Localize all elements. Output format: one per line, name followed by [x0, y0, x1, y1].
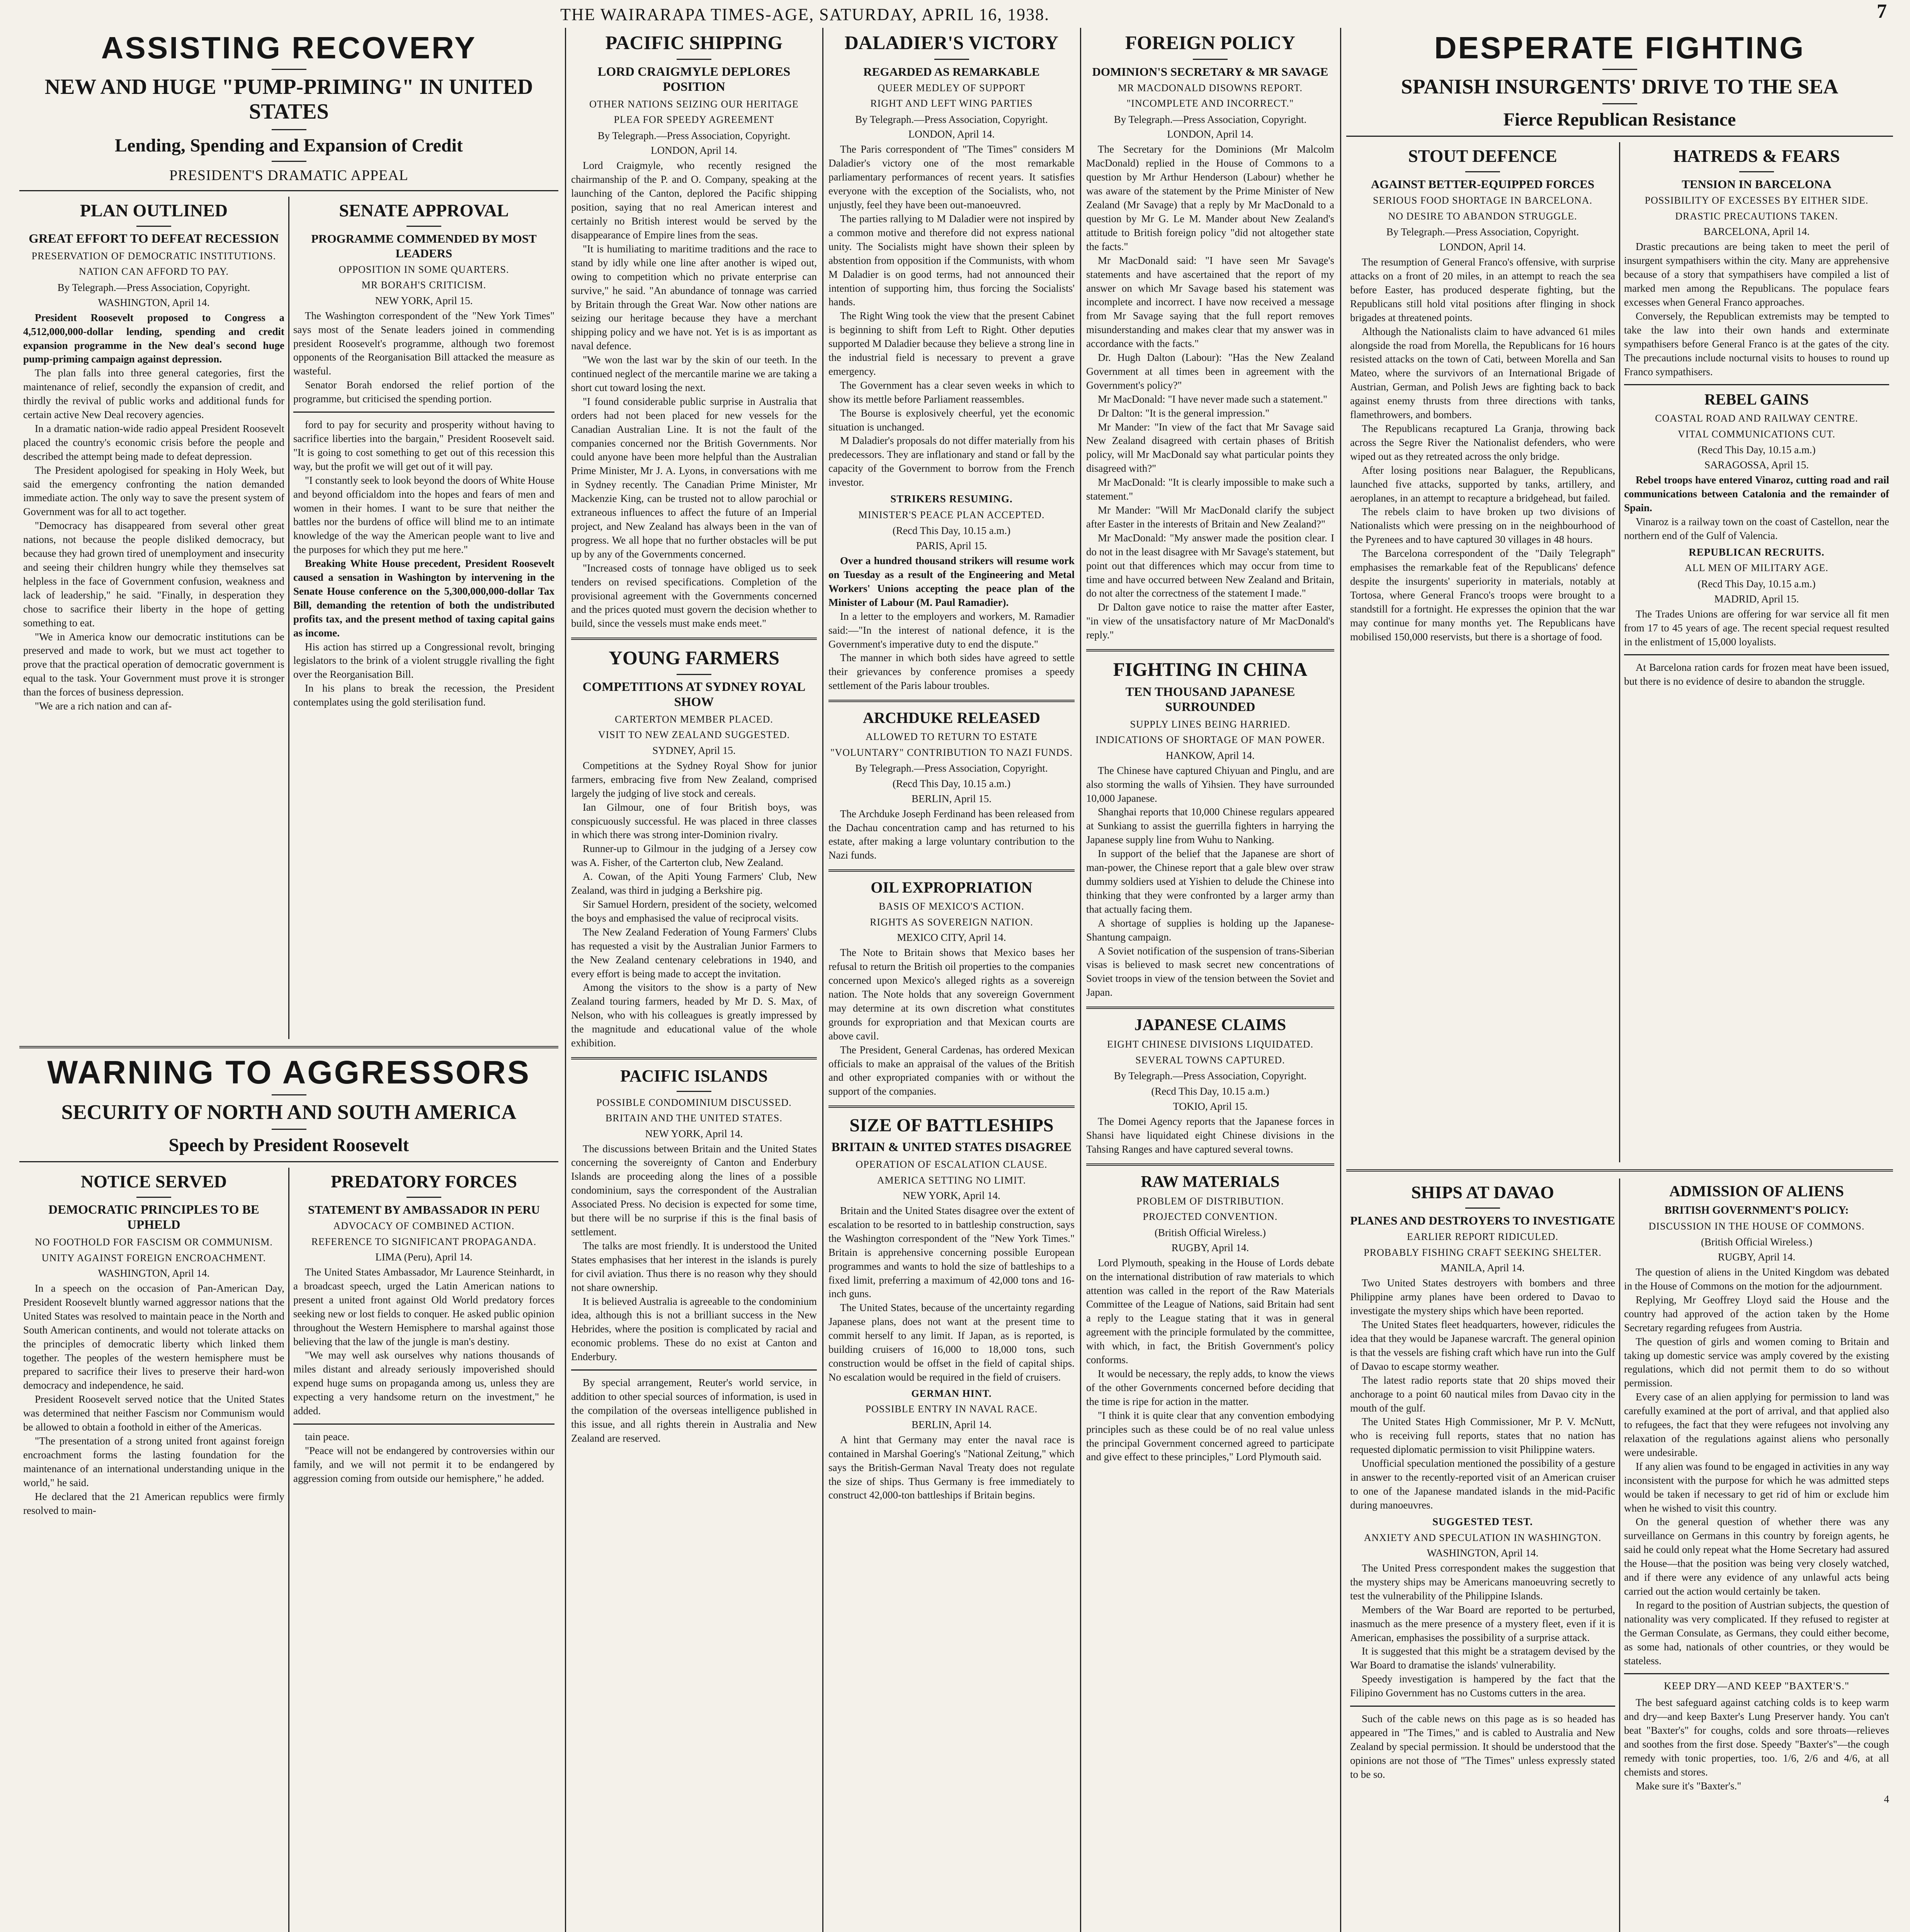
- article-raw-materials: [1086, 1173, 1334, 1464]
- source-note: (British Official Wireless.): [1701, 1236, 1813, 1248]
- paragraph: Mr Mander: "Will Mr MacDonald clarify the subject after Easter in the interests of Britain and New Zealand?": [1086, 504, 1334, 530]
- article-assisting-recovery: [19, 32, 558, 1039]
- byline: By Telegraph.—Press Association, Copyright.: [855, 762, 1048, 774]
- paragraph: Mr MacDonald: "I have never made such a statement.": [1098, 393, 1328, 405]
- subheading: INDICATIONS OF SHORTAGE OF MAN POWER.: [1095, 734, 1325, 746]
- article-heading: PACIFIC SHIPPING: [605, 32, 783, 53]
- subheading: AGAINST BETTER-EQUIPPED FORCES: [1371, 177, 1595, 191]
- subheading: STATEMENT BY AMBASSADOR IN PERU: [308, 1202, 540, 1216]
- paragraph: Dr Dalton: "It is the general impression.": [1098, 407, 1270, 419]
- headline: NEW AND HUGE "PUMP-PRIMING" IN UNITED STATES: [44, 75, 533, 124]
- paragraph: Sir Samuel Hordern, president of the society, welcomed the boys and emphasised the value of reciprocal visits.: [571, 898, 817, 924]
- paragraph: The Right Wing took the view that the present Cabinet is beginning to shift from Left to Right. Other deputies supported M Daladier because they believe a strong line in the industrial field is necessary to prevent a grave emergency.: [828, 310, 1075, 377]
- paragraph: The talks are most friendly. It is understood the United States emphasises that her interest in the islands is purely for civil aviation. Thus there is no reason why they should not share ownership.: [571, 1240, 817, 1293]
- paragraph: The President, General Cardenas, has ordered Mexican officials to make an appraisal of the values of the British and other expropriated companies with or without the support of the companies.: [828, 1044, 1075, 1097]
- paragraph: Replying, Mr Geoffrey Lloyd said the House and the country had approved of the action taken by the Home Secretary regarding refugees from Austria.: [1624, 1294, 1889, 1333]
- subheading: OPPOSITION IN SOME QUARTERS.: [338, 264, 509, 275]
- article-japanese-claims: [1086, 1016, 1334, 1156]
- subheading: ANXIETY AND SPECULATION IN WASHINGTON.: [1364, 1532, 1602, 1543]
- subheading: BRITAIN & UNITED STATES DISAGREE: [831, 1140, 1072, 1155]
- banner-headline: WARNING TO AGGRESSORS: [47, 1054, 531, 1091]
- paragraph: A Soviet notification of the suspension of trans-Siberian visas is believed to mask secret new concentrations of Soviet troops in view of the tension between the Soviet and Japan.: [1086, 945, 1334, 998]
- byline: By Telegraph.—Press Association, Copyright.: [1386, 226, 1579, 238]
- byline: By Telegraph.—Press Association, Copyright.: [1114, 113, 1307, 125]
- paragraph: Shanghai reports that 10,000 Chinese regulars appeared at Sunkiang to assist the guerrilla fighters in harrying the Japanese supply line from Wuhu to Nanking.: [1086, 806, 1334, 846]
- column-2: [571, 28, 817, 1932]
- banner-headline: DESPERATE FIGHTING: [1434, 31, 1805, 65]
- article-heading: PLAN OUTLINED: [80, 201, 228, 221]
- subheading: SERIOUS FOOD SHORTAGE IN BARCELONA.: [1373, 195, 1592, 206]
- subheading: PRESERVATION OF DEMOCRATIC INSTITUTIONS.: [31, 250, 276, 262]
- article-heading: OIL EXPROPRIATION: [871, 879, 1032, 896]
- paragraph: Lord Plymouth, speaking in the House of Lords debate on the international distribution of raw materials to which attention was called in the report of the Raw Materials Committee of the League of Nations, said Britain had sent a reply to the League stating that it was in general agreement with the principle formulated by the committee, with which, in fact, the British Government's policy conforms.: [1086, 1257, 1334, 1366]
- subheading: SEVERAL TOWNS CAPTURED.: [1135, 1054, 1285, 1066]
- advertisement-baxters: [1624, 1680, 1889, 1805]
- paragraph: The United States, because of the uncertainty regarding Japanese plans, does not want at the present time to commit herself to any limit. If Japan, as is reported, is building cruisers of 16,000 to 18,000 tons, such construction would be offset in the field of capital ships. No escalation would be required in the field of cruisers.: [828, 1302, 1075, 1383]
- paragraph: "I think it is quite clear that any convention embodying principles such as these could be of no real value unless the principal Government concerned agreed to participate and give effect to these principles," Lord Plymouth said.: [1086, 1409, 1334, 1463]
- article-foreign-policy: [1086, 32, 1334, 642]
- column-rule: [1340, 28, 1341, 1932]
- subheading: COASTAL ROAD AND RAILWAY CENTRE.: [1655, 413, 1858, 424]
- paragraph: After losing positions near Balaguer, the Republicans, launched five attacks, supported by tanks, artillery, and aeroplanes, in an attempt to recapture a bridgehead, but failed.: [1350, 464, 1615, 504]
- subheading: PLANES AND DESTROYERS TO INVESTIGATE: [1350, 1214, 1615, 1228]
- paragraph: Ian Gilmour, one of four British boys, was conspicuously successful. He was placed in three classes in which there was strong inter-Dominion rivalry.: [571, 801, 817, 841]
- dateline: BERLIN, April 15.: [912, 793, 992, 804]
- subheading: TENSION IN BARCELONA: [1682, 177, 1832, 191]
- paragraph: Dr. Hugh Dalton (Labour): "Has the New Zealand Government at all times been in agreement with the Government's policy?": [1086, 352, 1334, 391]
- article-oil-expropriation: [828, 879, 1075, 1099]
- article-heading: SHIPS AT DAVAO: [1411, 1182, 1554, 1202]
- paragraph: In a speech on the occasion of Pan-American Day, President Roosevelt bluntly warned aggressor nations that the United States was resolved to maintain peace in the North and South American continents, and would not tolerate attacks on the principles of democratic liberty which linked them together. The peoples of the western hemisphere must be prepared to sacrifice their lives to preserve their hard-won democracy and independence, he said.: [23, 1282, 284, 1391]
- ad-heading: KEEP DRY—AND KEEP "BAXTER'S.": [1664, 1680, 1849, 1692]
- paragraph: Competitions at the Sydney Royal Show for junior farmers, embracing five from New Zealand, comprised largely the judging of live stock and cereals.: [571, 759, 817, 799]
- subheading: QUEER MEDLEY OF SUPPORT: [878, 82, 1026, 94]
- subheading: DEMOCRATIC PRINCIPLES TO BE UPHELD: [48, 1202, 259, 1232]
- subheading: LORD CRAIGMYLE DEPLORES POSITION: [597, 65, 791, 94]
- paragraph: The Chinese have captured Chiyuan and Pinglu, and are also storming the walls of Yihsien. They have surrounded 10,000 Japanese.: [1086, 764, 1334, 804]
- paragraph: At Barcelona ration cards for frozen meat have been issued, but there is no evidence of desire to abandon the struggle.: [1624, 662, 1889, 687]
- paragraph: He declared that the 21 American republics were firmly resolved to main-: [23, 1490, 284, 1516]
- headline: SPANISH INSURGENTS' DRIVE TO THE SEA: [1401, 75, 1839, 98]
- article-archduke-released: [828, 709, 1075, 862]
- subheading: NO DESIRE TO ABANDON STRUGGLE.: [1388, 210, 1577, 222]
- subheading: PLEA FOR SPEEDY AGREEMENT: [614, 114, 774, 126]
- article-ships-at-davao: [1346, 1179, 1619, 1932]
- paragraph: Mr MacDonald: "It is clearly impossible to make such a statement.": [1086, 476, 1334, 502]
- paragraph: "We may well ask ourselves why nations thousands of miles distant and already seriously impoverished should expend huge sums on propaganda among us, unless they are expecting a very handsome return on the investment," he added.: [293, 1349, 554, 1417]
- article-desperate-fighting: [1346, 32, 1893, 1932]
- paragraph: "We in America know our democratic institutions can be preserved and made to work, but we must act together to prove that the practical operation of democratic government is equal to the task. Your Government must prove it is stronger than the forces of business depression.: [23, 631, 284, 698]
- dateline: PARIS, April 15.: [916, 540, 987, 552]
- article-stout-defence: [1346, 142, 1619, 1162]
- paragraph: The Secretary for the Dominions (Mr Malcolm MacDonald) replied in the House of Commons to a question by Mr Arthur Henderson (Labour) whether he was aware of the statement by the Prime Minister of New Zealand (Mr Savage) that a reply by Mr MacDonald to a question by Mr G. Le M. Mander about New Zealand's attitude to British foreign policy "did not altogether state the facts.": [1086, 143, 1334, 252]
- paragraph: The Note to Britain shows that Mexico bases her refusal to return the British oil properties to the companies concerned upon Mexico's alleged rights as a sovereign nation. The Note holds that any sovereign Government may determine at its own discretion what constitutes grounds for expropriation and that Mexican courts are above cavil.: [828, 947, 1075, 1042]
- article-senate-approval: [288, 197, 558, 1039]
- subheading: POSSIBILITY OF EXCESSES BY EITHER SIDE.: [1645, 195, 1869, 206]
- column-5: [1346, 28, 1893, 1932]
- paragraph: The Republicans recaptured La Granja, throwing back across the Segre River the Nationalist defenders, who were wiped out as they retreated across the only bridge.: [1350, 422, 1615, 462]
- paragraph: In regard to the position of Austrian subjects, the question of nationality was very complicated. If they refused to register at the German Consulate, as Germans, they could either become, as some had, nationals of other countries, or they would be stateless.: [1624, 1599, 1889, 1667]
- paragraph: The parties rallying to M Daladier were not inspired by a common motive and therefore did not express national unity. The Socialists might have shown their spleen by abstention from opposition if the Communists, with whom M Daladier is on good terms, had not announced their intention of supporting him, thus forcing the Socialists' hands.: [828, 213, 1075, 308]
- paragraph: "Increased costs of tonnage have obliged us to seek tenders on revised specifications. Completion of the provisional agreement with the Governments concerned and the prices quoted must govern the decision whether to build, since the vessels must make ends meet.": [571, 562, 817, 629]
- paragraph: President Roosevelt served notice that the United States was determined that neither Fascism nor Communism would be allowed to obtain a foothold in either of the Americas.: [23, 1393, 284, 1433]
- paragraph: A hint that Germany may enter the naval race is contained in Marshal Goering's "National Zeitung," which says the British-German Naval Treaty does not regulate the size of ships. Thus Germany is free immediately to construct 42,000-ton battleships if Britain begins.: [828, 1434, 1075, 1501]
- dateline: LONDON, April 14.: [908, 128, 995, 140]
- subheading: SUPPLY LINES BEING HARRIED.: [1130, 718, 1291, 730]
- dateline: MEXICO CITY, April 14.: [897, 932, 1006, 944]
- paragraph: M Daladier's proposals do not differ materially from his predecessors. They are inflationary and stand or fall by the capacity of the Government to borrow from the French investor.: [828, 435, 1075, 488]
- paragraph: Over a hundred thousand strikers will resume work on Tuesday as a result of the Engineering and Metal Workers' Unions accepting the peace plan of the Minister of Labour (M. Paul Ramadier).: [828, 555, 1075, 608]
- subheading: PROGRAMME COMMENDED BY MOST LEADERS: [311, 232, 537, 260]
- subheading: CARTERTON MEMBER PLACED.: [615, 713, 773, 725]
- source-note: (British Official Wireless.): [1154, 1226, 1266, 1238]
- received-note: (Recd This Day, 10.15 a.m.): [1697, 444, 1816, 456]
- subheading: REFERENCE TO SIGNIFICANT PROPAGANDA.: [311, 1236, 537, 1247]
- article-heading: SENATE APPROVAL: [339, 201, 509, 221]
- article-pacific-islands: [571, 1066, 817, 1446]
- paragraph: Speedy investigation is hampered by the fact that the Filipino Government has no Customs cutters in the area.: [1350, 1673, 1615, 1699]
- paragraph: "Democracy has disappeared from several other great nations, not because the people disliked democracy, but because they had grown tired of unemployment and insecurity and seeing their children hungry while they themselves sat helpless in the face of Government confusion, weakness and lack of leadership," he said. "Finally, in desperation they chose to sacrifice their liberty in the hope of getting something to eat.: [23, 520, 284, 629]
- article-heading: YOUNG FARMERS: [608, 647, 780, 669]
- column-4: [1086, 28, 1334, 1932]
- deck: Speech by President Roosevelt: [168, 1134, 409, 1155]
- paragraph: It is believed Australia is agreeable to the condominium idea, although this is not a brilliant success in the New Hebrides, where the position is complicated by racial and economic problems. These do no exist at Canton and Enderbury.: [571, 1295, 817, 1363]
- subheading: REPUBLICAN RECRUITS.: [1689, 546, 1825, 558]
- paragraph: Dr Dalton gave notice to raise the matter after Easter, "in view of the unsatisfactory nature of Mr MacDonald's reply.": [1086, 601, 1334, 641]
- paragraph: The Paris correspondent of "The Times" considers M Daladier's victory one of the most remarkable parliamentary performances of recent years. It satisfies everyone with the exception of the Socialists, who, not unjustly, feel they have been out-manoeuvred.: [828, 143, 1075, 211]
- dateline: WASHINGTON, April 14.: [98, 1267, 210, 1279]
- paragraph: Rebel troops have entered Vinaroz, cutting road and rail communications between Catalonia and the remainder of Spain.: [1624, 474, 1889, 514]
- subheading: RIGHTS AS SOVEREIGN NATION.: [870, 916, 1033, 928]
- subheading: PROJECTED CONVENTION.: [1143, 1211, 1278, 1223]
- subheading: PROBLEM OF DISTRIBUTION.: [1136, 1195, 1284, 1207]
- subheading: BASIS OF MEXICO'S ACTION.: [879, 901, 1024, 912]
- paragraph: Members of the War Board are reported to be perturbed, inasmuch as the mere presence of a mystery fleet, even if it is American, emphasises the possibility of a surprise attack.: [1350, 1604, 1615, 1643]
- dateline: BERLIN, April 14.: [912, 1418, 992, 1430]
- paragraph: tain peace.: [305, 1430, 350, 1442]
- paragraph: In a dramatic nation-wide radio appeal President Roosevelt placed the country's economic crisis before the people and described the attempt being made to defeat depression.: [23, 422, 284, 462]
- dateline: NEW YORK, April 14.: [645, 1128, 743, 1139]
- subheading: COMPETITIONS AT SYDNEY ROYAL SHOW: [582, 680, 806, 709]
- subheading: NO FOOTHOLD FOR FASCISM OR COMMUNISM.: [35, 1236, 273, 1248]
- column-1: [19, 28, 558, 1932]
- page-number: 7: [1877, 0, 1887, 22]
- paragraph: "We are a rich nation and can af-: [35, 700, 172, 712]
- paragraph: The United States High Commissioner, Mr P. V. McNutt, who is receiving full reports, states that no nation has requested diplomatic permission to visit Philippine waters.: [1350, 1416, 1615, 1456]
- paragraph: The plan falls into three general categories, first the maintenance of relief, secondly the expansion of credit, and thirdly the revival of public works and additional funds for certain active New Deal recovery agencies.: [23, 367, 284, 421]
- paragraph: ford to pay for security and prosperity without having to sacrifice liberties into the bargain," President Roosevelt said. "It is going to cost something to get out of this recession this way, but the profit we will get out of it will pay.: [293, 419, 554, 472]
- dateline: HANKOW, April 14.: [1165, 749, 1255, 761]
- subdeck: PRESIDENT'S DRAMATIC APPEAL: [169, 167, 408, 184]
- paragraph: Breaking White House precedent, President Roosevelt caused a sensation in Washington by intervening in the Senate House conference on the 5,300,000,000-dollar Tax Bill, demanding the retention of both the undistributed profits tax, and the present method of taxing capital gains as income.: [293, 558, 554, 639]
- subheading: GREAT EFFORT TO DEFEAT RECESSION: [29, 232, 279, 246]
- article-heading: FIGHTING IN CHINA: [1113, 658, 1308, 680]
- paragraph: Conversely, the Republican extremists may be tempted to take the law into their own hands and exterminate sympathisers before General Franco is at the gates of the city. The precautions include nocturnal visits to houses to round up Franco sympathisers.: [1624, 310, 1889, 378]
- deck: Lending, Spending and Expansion of Credit: [115, 135, 463, 156]
- paragraph: Drastic precautions are being taken to meet the peril of insurgent sympathisers within the city. Many are apprehensive because of a story that sympathisers have compiled a list of marked men among the Republicans. The populace fears excesses when General Franco approaches.: [1624, 241, 1889, 308]
- paragraph: The latest radio reports state that 20 ships moved their anchorage to a point 60 nautical miles from Davao city in the mouth of the gulf.: [1350, 1374, 1615, 1414]
- article-daladiers-victory: [828, 32, 1075, 693]
- article-heading: PACIFIC ISLANDS: [620, 1066, 768, 1085]
- paragraph: "I constantly seek to look beyond the doors of White House and beyond officialdom into the hopes and fears of men and women in their homes. I want to be sure that neither the battles nor the burdens of office will blind me to an intimate knowledge of the way the American people want to live and the purposes for which they put me here.": [293, 474, 554, 556]
- subheading: MR BORAH'S CRITICISM.: [361, 279, 486, 291]
- subheading: VITAL COMMUNICATIONS CUT.: [1678, 428, 1835, 440]
- paragraph: The discussions between Britain and the United States concerning the sovereignty of Canton and Enderbury Islands are proceeding along the lines of a possible condominium, says the correspondent of the Australian Associated Press. No decision is expected for some time, but there will be no surprise if this is the final basis of settlement.: [571, 1143, 817, 1238]
- subheading: BRITAIN AND THE UNITED STATES.: [605, 1112, 782, 1124]
- subheading: DOMINION'S SECRETARY & MR SAVAGE: [1092, 65, 1328, 78]
- subheading: DISCUSSION IN THE HOUSE OF COMMONS.: [1648, 1220, 1865, 1232]
- dateline: SARAGOSSA, April 15.: [1704, 459, 1809, 471]
- dateline: LONDON, April 14.: [1167, 128, 1253, 140]
- paragraph: His action has stirred up a Congressional revolt, bringing legislators to the brink of a violent struggle rivalling the fight over the Reorganisation Bill.: [293, 641, 554, 680]
- paragraph: It would be necessary, the reply adds, to know the views of the other Governments concerned before deciding that the time is ripe for action in the matter.: [1086, 1367, 1334, 1407]
- article-predatory-forces: [288, 1168, 558, 1932]
- paragraph: The Trades Unions are offering for war service all fit men from 17 to 45 years of age. The recent special request resulted in the enlistment of 15,000 loyalists.: [1624, 608, 1889, 648]
- paragraph: Although the Nationalists claim to have advanced 61 miles alongside the road from Morella, the Republicans for 16 hours resisted attacks on the town of Cati, between Morella and San Mateo, where the survivors of an International Brigade of Austrian, German, and Polish Jews are fighting back to back against enemy thrusts from three directions with tanks, flamethrowers, and bombers.: [1350, 325, 1615, 421]
- article-heading: REBEL GAINS: [1704, 391, 1809, 408]
- subheading: VISIT TO NEW ZEALAND SUGGESTED.: [598, 729, 790, 741]
- subheading: DRASTIC PRECAUTIONS TAKEN.: [1675, 210, 1838, 222]
- paragraph: If any alien was found to be engaged in activities in any way inconsistent with the purpose for which he was admitted steps would be taken if necessary to get rid of him or exclude him when he wished to visit this country.: [1624, 1460, 1889, 1514]
- paragraph: A shortage of supplies is holding up the Japanese-Shantung campaign.: [1086, 917, 1334, 943]
- article-heading: STOUT DEFENCE: [1408, 146, 1557, 166]
- article-heading: NOTICE SERVED: [81, 1171, 227, 1191]
- subheading: REGARDED AS REMARKABLE: [863, 65, 1040, 78]
- ad-number: 4: [1884, 1793, 1889, 1805]
- banner-headline: ASSISTING RECOVERY: [101, 31, 477, 65]
- paragraph: President Roosevelt proposed to Congress a 4,512,000,000-dollar lending, spending and credit expansion programme in the New deal's second huge pump-priming campaign against depression.: [23, 311, 284, 365]
- paragraph: It is suggested that this might be a stratagem devised by the War Board to dramatise the islands' vulnerability.: [1350, 1645, 1615, 1671]
- received-note: (Recd This Day, 10.15 a.m.): [1151, 1085, 1269, 1097]
- paragraph: The United Press correspondent makes the suggestion that the mystery ships may be Americans manoeuvring secretly to test the vulnerability of the Philippine Islands.: [1350, 1562, 1615, 1602]
- paragraph: "We won the last war by the skin of our teeth. In the continued neglect of the mercantile marine we are taking a short cut toward losing the next.: [571, 354, 817, 393]
- dateline: NEW YORK, April 15.: [375, 294, 473, 306]
- subheading: ALL MEN OF MILITARY AGE.: [1685, 562, 1828, 574]
- paragraph: The resumption of General Franco's offensive, with surprise attacks on a front of 20 miles, in an attempt to reach the sea before Easter, has produced desperate fighting, but the Republicans still hold vital positions after flinging in shock brigades at threatened points.: [1350, 256, 1615, 323]
- received-note: (Recd This Day, 10.15 a.m.): [892, 525, 1011, 537]
- deck: Fierce Republican Resistance: [1503, 109, 1736, 130]
- article-heading: HATREDS & FEARS: [1673, 146, 1840, 166]
- subheading: OTHER NATIONS SEIZING OUR HERITAGE: [589, 98, 799, 110]
- column-rule: [565, 28, 566, 1932]
- paragraph: The question of aliens in the United Kingdom was debated in the House of Commons on the motion for the adjournment.: [1624, 1266, 1889, 1292]
- subheading: POSSIBLE ENTRY IN NAVAL RACE.: [865, 1403, 1038, 1415]
- paragraph: The Archduke Joseph Ferdinand has been released from the Dachau concentration camp and has returned to his estate, after making a large voluntary contribution to the Nazi funds.: [828, 808, 1075, 861]
- paragraph: Mr MacDonald said: "I have seen Mr Savage's statements and have ascertained that the report of my answer on which Mr Savage based his statement was incomplete and incorrect. I have now received a message from Mr Savage saying that the full report removes misunderstanding and makes clear that my answer was in accordance with the facts.": [1086, 254, 1334, 350]
- column-3: [828, 28, 1075, 1932]
- subheading: NATION CAN AFFORD TO PAY.: [79, 266, 229, 277]
- paragraph: In his plans to break the recession, the President contemplates using the gold sterilisation fund.: [293, 682, 554, 708]
- paragraph: By special arrangement, Reuter's world service, in addition to other special sources of information, is used in the compilation of the overseas intelligence published in this issue, and all rights therein in Australia and New Zealand are reserved.: [571, 1377, 817, 1444]
- paragraph: The New Zealand Federation of Young Farmers' Clubs has requested a visit by the Australian Junior Farmers to the New Zealand centenary celebrations in 1940, and every effort is being made to accept the invitation.: [571, 926, 817, 980]
- article-admission-of-aliens: [1619, 1179, 1893, 1932]
- paragraph: The United States fleet headquarters, however, ridicules the idea that they would be Japanese warcraft. The general opinion is that the vessels are fishing craft which have run into the Gulf of Davao to escape stormy weather.: [1350, 1319, 1615, 1372]
- dateline: RUGBY, April 14.: [1171, 1242, 1249, 1253]
- paragraph: "Peace will not be endangered by controversies within our family, and we will not permit it to be endangered by aggression coming from outside our hemisphere," he added.: [293, 1444, 554, 1484]
- dateline: LONDON, April 14.: [1439, 241, 1526, 253]
- article-heading: RAW MATERIALS: [1141, 1173, 1280, 1191]
- paragraph: Mr Mander: "In view of the fact that Mr Savage said New Zealand disagreed with certain phases of British policy, will Mr MacDonald say what particular points they disagreed with?": [1086, 421, 1334, 474]
- paragraph: Britain and the United States disagree over the extent of escalation to be resorted to in battleship construction, says the Washington correspondent of the "New York Times." Britain is apprehensive concerning possible European programmes and wants to hold the size of battleships to a fixed limit, preferring a maximum of 42,000 tons and 16-inch guns.: [828, 1205, 1075, 1300]
- newspaper-title: THE WAIRARAPA TIMES-AGE, SATURDAY, APRIL 16, 1938.: [560, 5, 1050, 24]
- subheading: EARLIER REPORT RIDICULED.: [1407, 1231, 1558, 1243]
- subheading: GERMAN HINT.: [911, 1388, 992, 1399]
- subheading: "INCOMPLETE AND INCORRECT.": [1126, 98, 1294, 109]
- dateline: BARCELONA, April 14.: [1703, 226, 1810, 238]
- paragraph: "The presentation of a strong united front against foreign encroachment forms the lasting foundation for the maintenance of an international understanding unique in the world," he said.: [23, 1435, 284, 1488]
- paragraph: Unofficial speculation mentioned the possibility of a gesture in answer to the recently-reported visit of an American cruiser to one of the Japanese mandated islands in the mid-Pacific during manoeuvres.: [1350, 1458, 1615, 1511]
- subheading: BRITISH GOVERNMENT'S POLICY:: [1664, 1204, 1849, 1217]
- headline: SECURITY OF NORTH AND SOUTH AMERICA: [61, 1100, 517, 1124]
- dateline: MADRID, April 15.: [1714, 593, 1799, 605]
- paragraph: The Government has a clear seven weeks in which to show its mettle before Parliament reassembles.: [828, 379, 1075, 405]
- paragraph: The United States Ambassador, Mr Laurence Steinhardt, in a broadcast speech, urged the Latin American nations to present a united front against Old World predatory forces seeking new or lost fields to conquer. He asked public opinion throughout the Western Hemisphere to marshal against those believing that the law of the jungle is man's destiny.: [293, 1266, 554, 1347]
- column-rule: [822, 28, 823, 1932]
- paragraph: On the general question of whether there was any surveillance on Germans in this country by foreign agents, he said he could only repeat what the Home Secretary had assured the House—that the position was being very closely watched, and if there were any evidence of any unlawful acts being carried out the action would certainly be taken.: [1624, 1516, 1889, 1597]
- paragraph: Lord Craigmyle, who recently resigned the chairmanship of the P. and O. Company, speaking at the launching of the Canton, deplored the Pacific shipping position, saying that no real American interest and certainly no British interest would be served by the disappearance of Empire lines from the seas.: [571, 160, 817, 241]
- byline: By Telegraph.—Press Association, Copyright.: [1114, 1070, 1307, 1082]
- paragraph: Senator Borah endorsed the relief portion of the programme, but criticised the spending portion.: [293, 379, 554, 405]
- ad-text: The best safeguard against catching colds is to keep warm and dry—and keep Baxter's Lung Preserver handy. You can't beat "Baxter's" for coughs, colds and sore throats—relieves and soothes from the first dose. Speedy "Baxter's"—the cough remedy with tonic properties, too. 1/6, 2/6 and 4/6, at all chemists and stores.: [1624, 1697, 1889, 1778]
- paragraph: The Barcelona correspondent of the "Daily Telegraph" emphasises the remarkable feat of the Republicans' defence despite the insurgents' superiority in materials, notably at Tortosa, where General Franco's troops were brought to a standstill for a fortnight. He expresses the opinion that the war may continue for many months yet. The Republicans have mobilised 150,000 reservists, but there is a shortage of food.: [1350, 548, 1615, 643]
- article-heading: DALADIER'S VICTORY: [844, 32, 1059, 53]
- article-hatreds-and-fears: [1619, 142, 1893, 1162]
- paragraph: Such of the cable news on this page as is so headed has appeared in "The Times," and is cabled to Australia and New Zealand by special permission. It should be understood that the opinions are not those of "The Times" unless expressly stated to be so.: [1350, 1713, 1615, 1780]
- article-heading: ARCHDUKE RELEASED: [863, 709, 1040, 727]
- dateline: RUGBY, April 14.: [1718, 1251, 1796, 1263]
- subheading: POSSIBLE CONDOMINIUM DISCUSSED.: [596, 1097, 792, 1108]
- ad-text: Make sure it's "Baxter's.": [1636, 1780, 1742, 1792]
- dateline: MANILA, April 14.: [1441, 1262, 1525, 1274]
- paragraph: "I found considerable public surprise in Australia that orders had not been placed for new vessels for the Canadian Australian Line. It is not the fault of the companies concerned nor the British Governments. Nor could anyone have been more helpful than the Australian Prime Minister, Mr J. A. Lyons, in conversations with me in Sydney recently. The Canadian Prime Minister, Mr Mackenzie King, can be trusted not to allow parochial or extraneous influences to affect the future of an Imperial project, and New Zealand has always been in the van of progress. We all hope that no further obstacles will be put up by any of the Governments concerned.: [571, 395, 817, 560]
- subheading: TEN THOUSAND JAPANESE SURROUNDED: [1125, 685, 1295, 714]
- subheading: EIGHT CHINESE DIVISIONS LIQUIDATED.: [1107, 1039, 1314, 1050]
- dateline: LONDON, April 14.: [651, 145, 737, 156]
- paragraph: Among the visitors to the show is a party of New Zealand touring farmers, headed by Mr D. S. Max, of Nelson, who with his colleagues is greatly impressed by the magnitude and educational value of the whole exhibition.: [571, 981, 817, 1049]
- article-heading: FOREIGN POLICY: [1125, 32, 1296, 53]
- byline: By Telegraph.—Press Association, Copyright.: [855, 113, 1048, 125]
- article-heading: SIZE OF BATTLESHIPS: [849, 1115, 1054, 1136]
- article-fighting-in-china: [1086, 658, 1334, 1000]
- received-note: (Recd This Day, 10.15 a.m.): [1697, 578, 1816, 590]
- paragraph: "It is humiliating to maritime traditions and the race to stand by idly while one line after another is wiped out, owing to competition which no private enterprise can survive," he said. "An abundance of tonnage was carried by Britain through the Great War. Now other nations are seizing our heritage because they have a merchant shipping policy and we have not. Yet is is as important as naval defence.: [571, 243, 817, 352]
- dateline: SYDNEY, April 15.: [652, 744, 736, 756]
- dateline: TOKIO, April 15.: [1173, 1100, 1248, 1112]
- article-plan-outlined: [19, 197, 288, 1039]
- dateline: NEW YORK, April 14.: [903, 1190, 1000, 1202]
- subheading: STRIKERS RESUMING.: [890, 493, 1013, 505]
- article-heading: PREDATORY FORCES: [331, 1171, 517, 1191]
- paragraph: The question of girls and women coming to Britain and taking up domestic service was amply covered by the existing regulations, which did not permit them to do so without permission.: [1624, 1335, 1889, 1389]
- subheading: OPERATION OF ESCALATION CLAUSE.: [856, 1159, 1048, 1170]
- paragraph: The President apologised for speaking in Holy Week, but said the emergency confronting the nation demanded immediate action. The only way to save the present system of Government was for all to act together.: [23, 464, 284, 518]
- dateline: WASHINGTON, April 14.: [1427, 1547, 1539, 1559]
- subheading: MINISTER'S PEACE PLAN ACCEPTED.: [858, 509, 1045, 520]
- article-notice-served: [19, 1168, 288, 1932]
- byline: By Telegraph.—Press Association, Copyright.: [57, 281, 250, 293]
- paragraph: The Bourse is explosively cheerful, yet the economic situation is unchanged.: [828, 407, 1075, 433]
- article-size-of-battleships: [828, 1115, 1075, 1502]
- paragraph: Mr MacDonald: "My answer made the position clear. I do not in the least disagree with Mr Savage's statement, but point out that differences which may occur from time to time and have occurred between New Zealand and Britain, do not alter the correctness of the statement I made.": [1086, 532, 1334, 599]
- column-rule: [1080, 28, 1081, 1932]
- subheading: MR MACDONALD DISOWNS REPORT.: [1117, 82, 1303, 94]
- subheading: ADVOCACY OF COMBINED ACTION.: [333, 1220, 515, 1232]
- subheading: RIGHT AND LEFT WING PARTIES: [870, 98, 1033, 109]
- dateline: WASHINGTON, April 14.: [98, 296, 210, 308]
- paragraph: Vinaroz is a railway town on the coast of Castellon, near the northern end of the Gulf of Valencia.: [1624, 515, 1889, 541]
- paragraph: Two United States destroyers with bombers and three Philippine army planes have been ordered to Davao to investigate the mystery ships which have been reported.: [1350, 1277, 1615, 1317]
- article-warning-to-aggressors: [19, 1055, 558, 1932]
- article-pacific-shipping: [571, 32, 817, 631]
- paragraph: Runner-up to Gilmour in the judging of a Jersey cow was A. Fisher, of the Carterton club, New Zealand.: [571, 843, 817, 869]
- subheading: PROBABLY FISHING CRAFT SEEKING SHELTER.: [1364, 1247, 1602, 1258]
- paragraph: In a letter to the employers and workers, M. Ramadier said:—"In the interest of national defence, it is the Government's imperative duty to end the dispute.": [828, 610, 1075, 650]
- byline: By Telegraph.—Press Association, Copyright.: [597, 129, 791, 141]
- received-note: (Recd This Day, 10.15 a.m.): [892, 777, 1011, 789]
- paragraph: The manner in which both sides have agreed to settle their grievances by conference promises a speedy settlement of the Paris labour troubles.: [828, 652, 1075, 692]
- subheading: UNITY AGAINST FOREIGN ENCROACHMENT.: [41, 1252, 266, 1264]
- article-heading: JAPANESE CLAIMS: [1134, 1016, 1286, 1034]
- paragraph: Every case of an alien applying for permission to land was carefully examined at the port of arrival, and that applied also to refugees, the fact that they were refugees not involving any relaxation of the regulations against aliens who personally were undesirable.: [1624, 1391, 1889, 1458]
- paragraph: In support of the belief that the Japanese are short of man-power, the Chinese report that a gale blew over straw dummy soldiers used at Yishien to delude the Chinese into thinking that they were confronted by a larger army than that actually facing them.: [1086, 848, 1334, 915]
- subheading: SUGGESTED TEST.: [1432, 1515, 1533, 1527]
- subheading: AMERICA SETTING NO LIMIT.: [877, 1174, 1026, 1186]
- paragraph: The rebels claim to have broken up two divisions of Nationalists which were pressing on in the neighbourhood of the Pyrenees and to have captured 30 villages in 48 hours.: [1350, 506, 1615, 546]
- masthead: [0, 0, 1910, 24]
- dateline: LIMA (Peru), April 14.: [375, 1251, 473, 1263]
- subheading: "VOLUNTARY" CONTRIBUTION TO NAZI FUNDS.: [830, 747, 1073, 758]
- paragraph: A. Cowan, of the Apiti Young Farmers' Club, New Zealand, was third in judging a Berkshire pig.: [571, 871, 817, 896]
- paragraph: The Washington correspondent of the "New York Times" says most of the Senate leaders joined in commending president Roosevelt's programme, although two foremost opponents of the Reorganisation Bill attacked the measure as wasteful.: [293, 310, 554, 377]
- paragraph: The Domei Agency reports that the Japanese forces in Shansi have liquidated eight Chinese divisions in the Tahsing Ranges and have captured several towns.: [1086, 1115, 1334, 1155]
- article-heading: ADMISSION OF ALIENS: [1669, 1182, 1844, 1200]
- article-young-farmers: [571, 647, 817, 1050]
- subheading: ALLOWED TO RETURN TO ESTATE: [866, 731, 1037, 743]
